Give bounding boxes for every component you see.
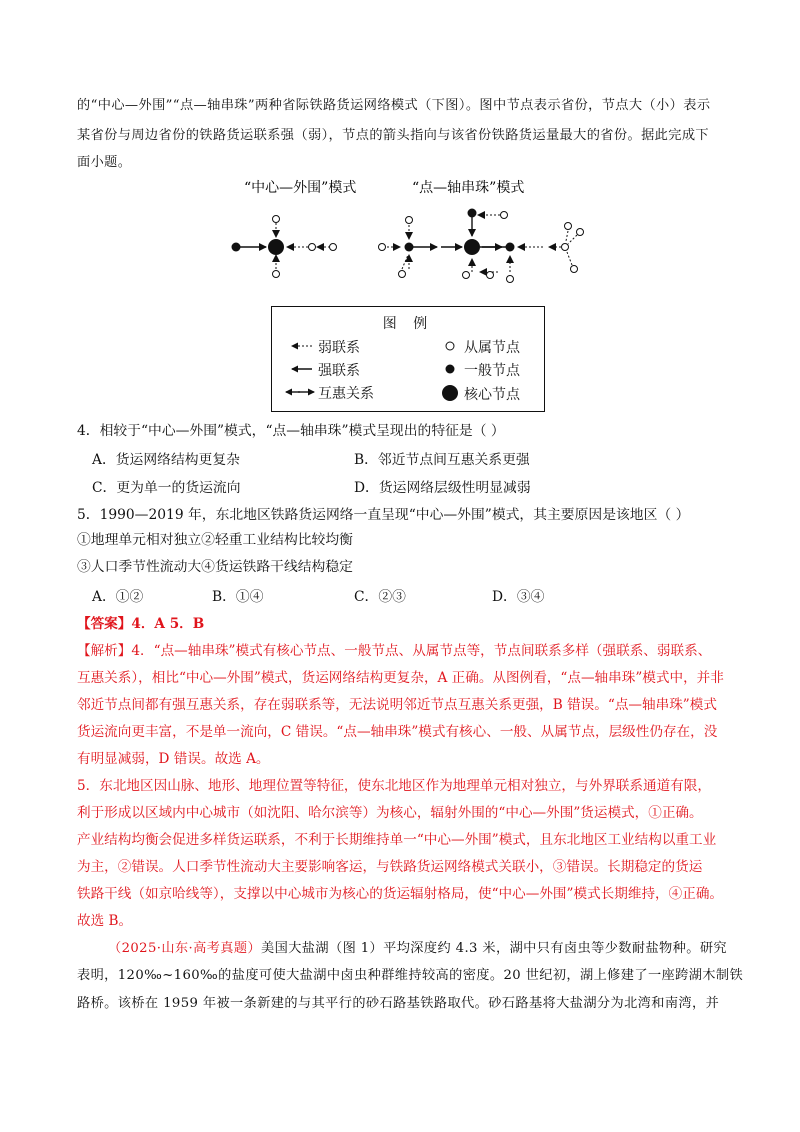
intro-line-1: 的“中心—外围”“点—轴串珠”两种省际铁路货运网络模式（下图）。图中节点表示省份，节点大（小）表示 bbox=[77, 98, 711, 113]
next-question-line-1 bbox=[108, 939, 727, 959]
q5-stem: 5．1990—2019 年，东北地区铁路货运网络一直呈现“中心—外围”模式，其主要原因是该地区（ ） bbox=[77, 507, 690, 523]
legend-title: 图 例 bbox=[382, 316, 434, 332]
analysis-line-11: 故选 B。 bbox=[77, 913, 133, 929]
intro-line-2: 某省份与周边省份的铁路货运联系强（弱），节点的箭头指向与该省份铁路货运量最大的省份。据此完成下 bbox=[77, 128, 710, 143]
analysis-line-4: 货运流向更丰富，不是单一流向，C 错误。“点—轴串珠”模式有核心、一般、从属节点，层级性仍存在，没 bbox=[77, 724, 718, 740]
legend-core: 核心节点 bbox=[464, 387, 520, 403]
legend-weak: 弱联系 bbox=[318, 340, 360, 356]
center-periphery-diagram bbox=[232, 216, 337, 278]
legend-general-node bbox=[446, 365, 455, 374]
label-point-axis: “点—轴串珠”模式 bbox=[412, 180, 525, 196]
q5-option-a: A．①② bbox=[92, 589, 144, 605]
q5-options-34: ③人口季节性流动大④货运铁路干线结构稳定 bbox=[77, 559, 353, 575]
legend-general: 一般节点 bbox=[464, 363, 520, 379]
network-diagram bbox=[0, 175, 800, 295]
analysis-line-7: 利于形成以区域内中心城市（如沈阳、哈尔滨等）为核心，辐射外围的“中心—外围”货运模式，①正确。 bbox=[77, 805, 703, 821]
legend-core-node bbox=[442, 385, 458, 401]
label-center-periphery: “中心—外围”模式 bbox=[244, 180, 357, 196]
q5-option-b: B．①④ bbox=[212, 589, 264, 605]
legend-mutual: 互惠关系 bbox=[318, 386, 374, 402]
q4-option-d: D．货运网络层级性明显减弱 bbox=[354, 480, 531, 496]
next-question-line-2: 表明，120‰~160‰的盐度可使大盐湖中卤虫种群维持较高的密度。20 世纪初，湖上修建了一座跨湖木制铁 bbox=[77, 968, 744, 983]
legend-box bbox=[271, 306, 545, 412]
source-tag: （2025·山东·高考真题） bbox=[108, 941, 262, 956]
analysis-line-8: 产业结构均衡会促进多样货运联系，不利于长期维持单一“中心—外围”模式，且东北地区工业结构以重工业 bbox=[77, 832, 717, 848]
q4-option-b: B．邻近节点间互惠关系更强 bbox=[354, 452, 530, 468]
legend-subordinate: 从属节点 bbox=[464, 340, 520, 356]
analysis-line-3: 邻近节点间都有强互惠关系，存在弱联系等，无法说明邻近节点互惠关系更强，B 错误。“点—轴串珠”模式 bbox=[77, 697, 717, 713]
q5-option-c: C．②③ bbox=[354, 589, 406, 605]
q5-option-d: D．③④ bbox=[492, 589, 545, 605]
next-question-text: 美国大盐湖（图 1）平均深度约 4.3 米，湖中只有卤虫等少数耐盐物种。研究 bbox=[261, 941, 727, 956]
legend-subordinate-node bbox=[446, 342, 454, 350]
analysis-line-2: 互惠关系），相比“中心—外围”模式，货运网络结构更复杂，A 正确。从图例看，“点—轴串珠”模式中，并非 bbox=[77, 670, 724, 686]
intro-line-3: 面小题。 bbox=[77, 155, 132, 170]
q4-option-c: C．更为单一的货运流向 bbox=[92, 480, 241, 496]
point-axis-diagram bbox=[379, 209, 584, 283]
q4-option-a: A．货运网络结构更复杂 bbox=[92, 452, 240, 468]
q5-options-12: ①地理单元相对独立②轻重工业结构比较均衡 bbox=[77, 532, 353, 548]
legend-strong: 强联系 bbox=[318, 363, 360, 379]
analysis-line-5: 有明显减弱，D 错误。故选 A。 bbox=[77, 751, 270, 767]
answer-line: 【答案】4．A 5．B bbox=[77, 616, 205, 632]
q4-stem: 4．相较于“中心—外围”模式，“点—轴串珠”模式呈现出的特征是（ ） bbox=[77, 423, 505, 439]
next-question-line-3: 路桥。该桥在 1959 年被一条新建的与其平行的砂石路基铁路取代。砂石路基将大盐湖分为北湾和南湾，并 bbox=[77, 996, 720, 1011]
analysis-line-10: 铁路干线（如京哈线等），支撑以中心城市为核心的货运辐射格局，使“中心—外围”模式长期维持，④正确。 bbox=[77, 886, 724, 902]
analysis-line-6: 5．东北地区因山脉、地形、地理位置等特征，使东北地区作为地理单元相对独立，与外界联系通道有限， bbox=[77, 778, 711, 794]
analysis-line-1: 【解析】4．“点—轴串珠”模式有核心节点、一般节点、从属节点等，节点间联系多样（强联系、弱联系、 bbox=[77, 643, 712, 659]
analysis-line-9: 为主，②错误。人口季节性流动大主要影响客运，与铁路货运网络模式关联小，③错误。长期稳定的货运 bbox=[77, 859, 703, 875]
